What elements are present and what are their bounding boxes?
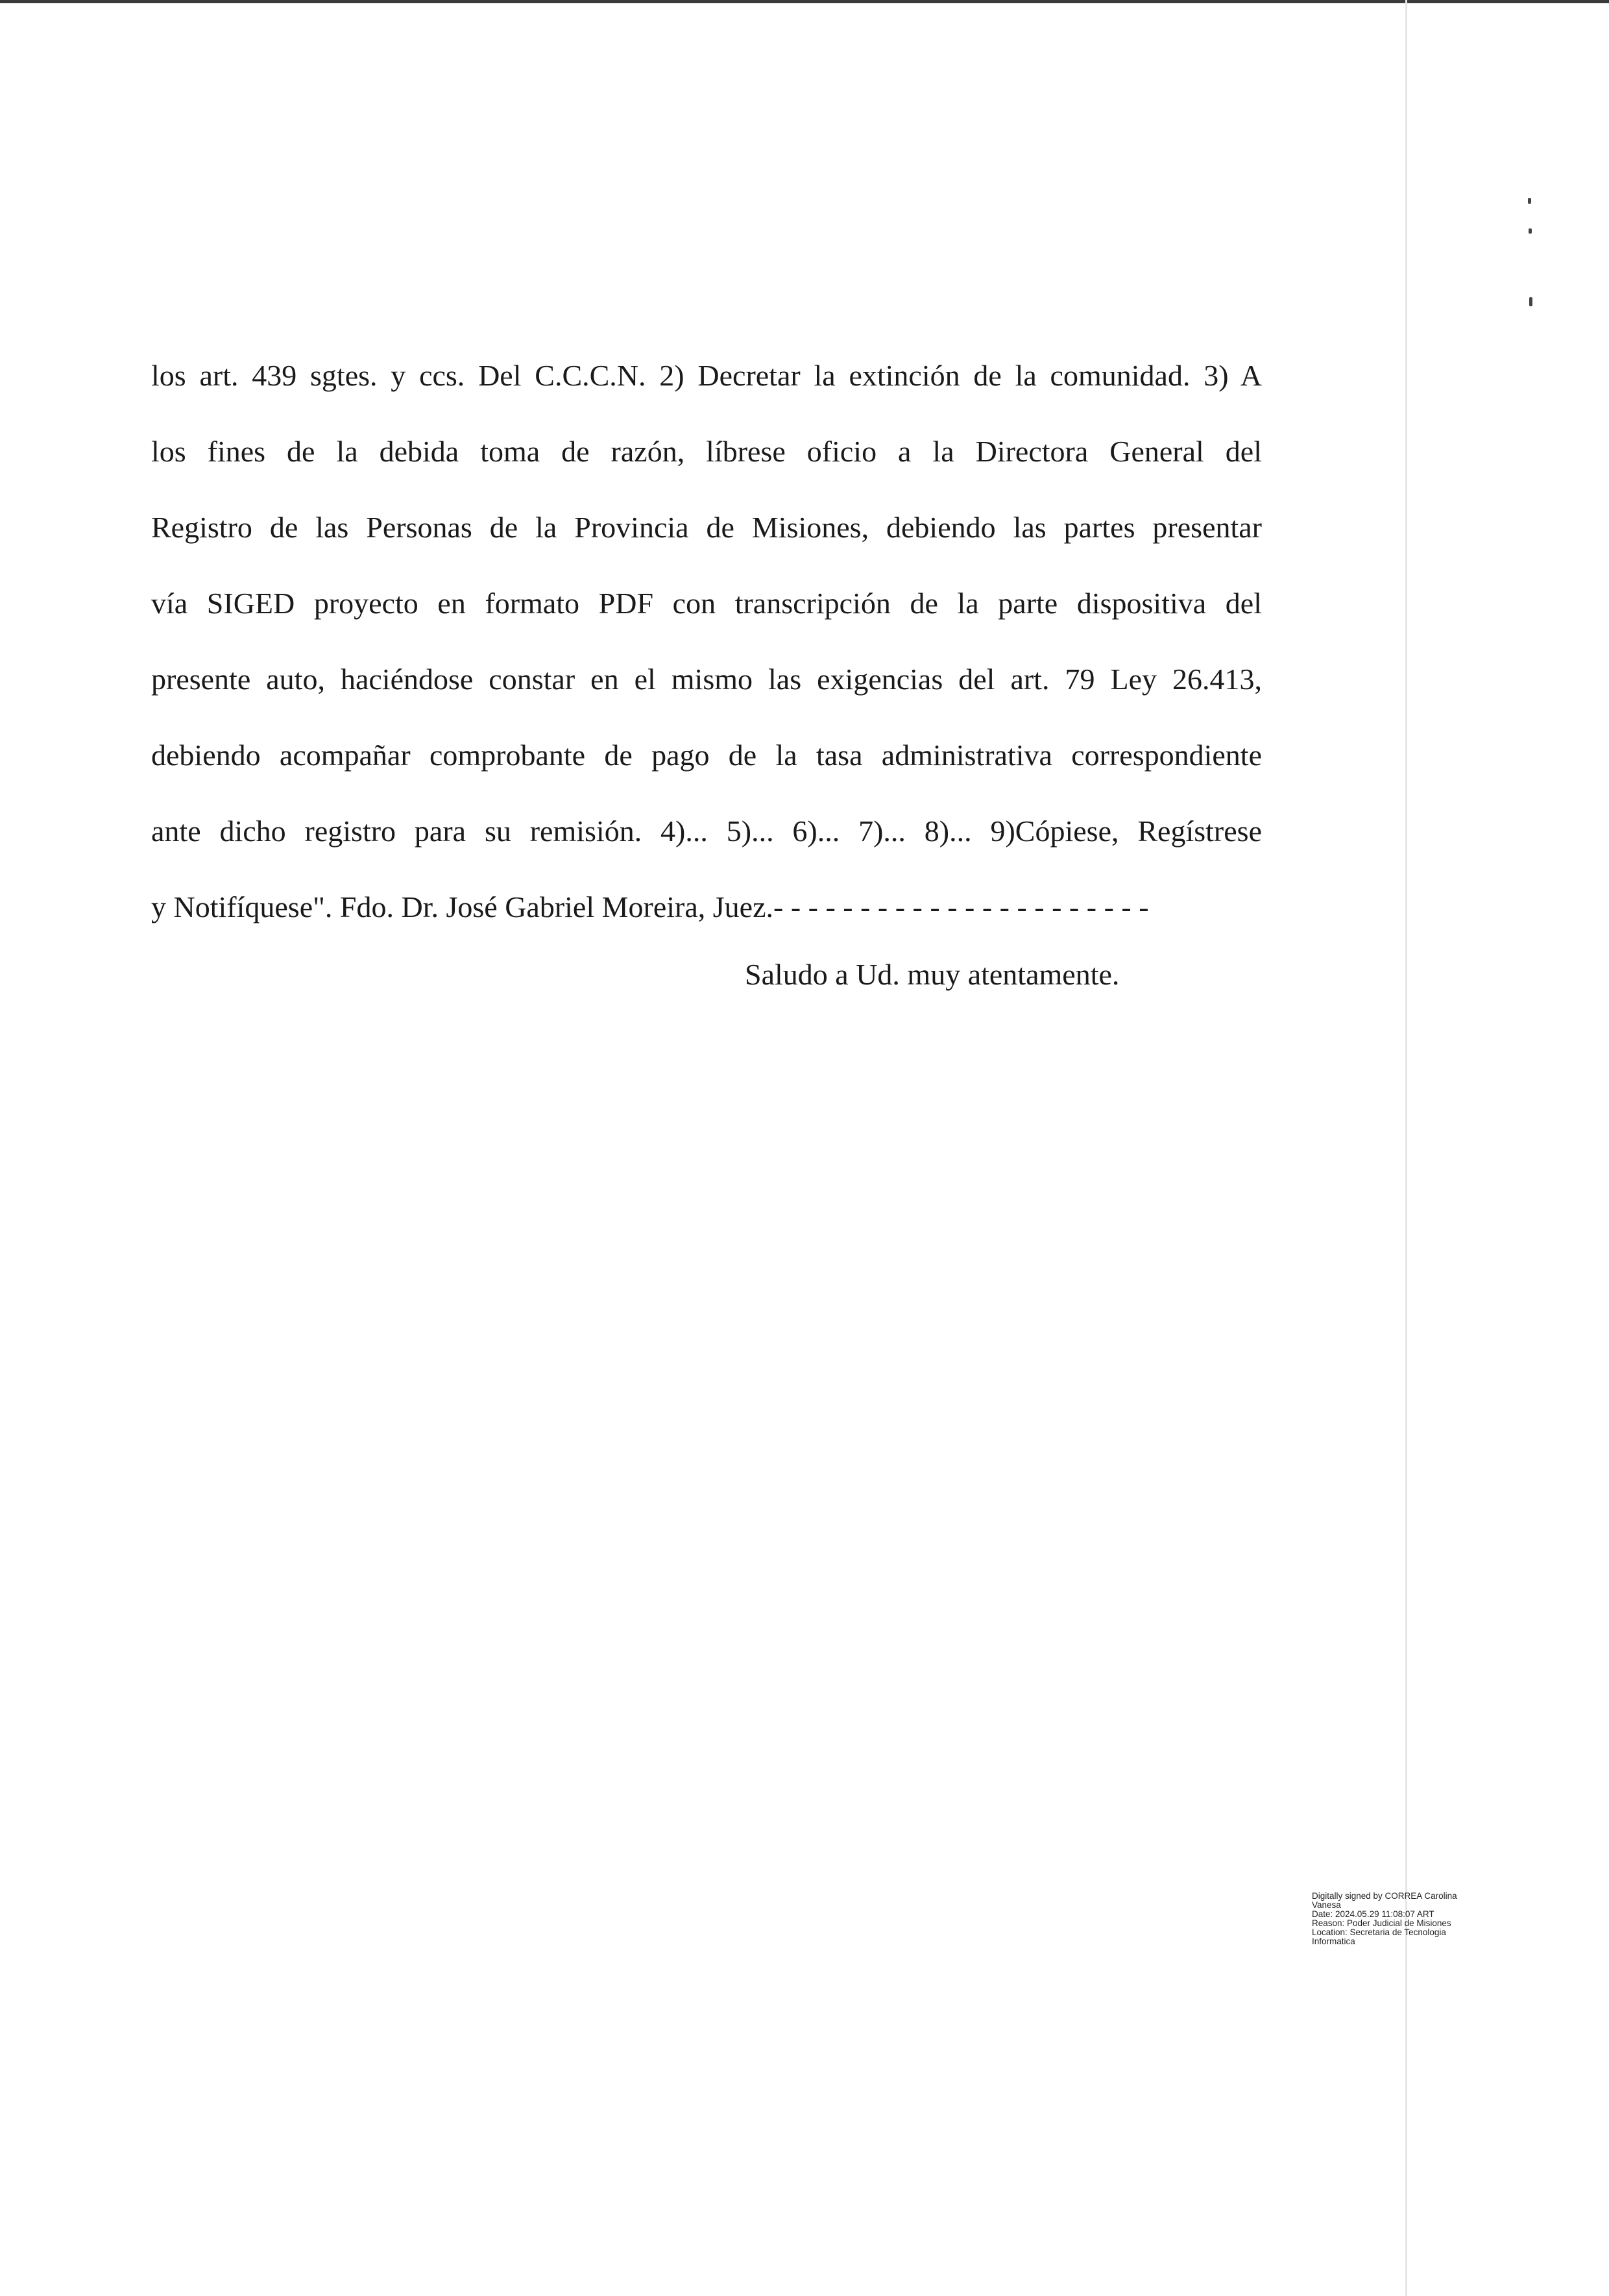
signature-line: Informatica — [1312, 1936, 1355, 1946]
document-body — [151, 337, 1262, 945]
scan-mark — [1528, 198, 1531, 204]
body-line: Registro de las Personas de la Provincia de Misiones, debiendo las partes presentar — [151, 511, 1262, 544]
signature-line: Location: Secretaria de Tecnologia — [1312, 1927, 1446, 1937]
signature-line: Vanesa — [1312, 1900, 1341, 1910]
signature-line: Reason: Poder Judicial de Misiones — [1312, 1918, 1451, 1928]
signature-line: Date: 2024.05.29 11:08:07 ART — [1312, 1909, 1434, 1919]
body-line: debiendo acompañar comprobante de pago de la tasa administrativa correspondiente — [151, 739, 1262, 772]
scan-mark — [1529, 228, 1532, 234]
body-line: los fines de la debida toma de razón, líbrese oficio a la Directora General del — [151, 435, 1262, 468]
body-line: y Notifíquese". Fdo. Dr. José Gabriel Moreira, Juez.- - - - - - - - - - - - - - - - - - - - - - — [151, 890, 1149, 923]
scan-mark — [1529, 297, 1532, 306]
signature-line: Digitally signed by CORREA Carolina — [1312, 1891, 1457, 1901]
digital-signature-block — [1312, 1892, 1457, 1946]
body-line: ante dicho registro para su remisión. 4)... 5)... 6)... 7)... 8)... 9)Cópiese, Regístrese — [151, 814, 1262, 848]
body-line: los art. 439 sgtes. y ccs. Del C.C.C.N. 2) Decretar la extinción de la comunidad. 3) A — [151, 359, 1262, 392]
closing-salutation: Saludo a Ud. muy atentamente. — [745, 958, 1120, 991]
scan-right-edge — [1405, 0, 1407, 2296]
body-line: presente auto, haciéndose constar en el mismo las exigencias del art. 79 Ley 26.413, — [151, 663, 1262, 696]
scan-top-edge — [0, 0, 1609, 3]
body-line: vía SIGED proyecto en formato PDF con transcripción de la parte dispositiva del — [151, 587, 1262, 620]
